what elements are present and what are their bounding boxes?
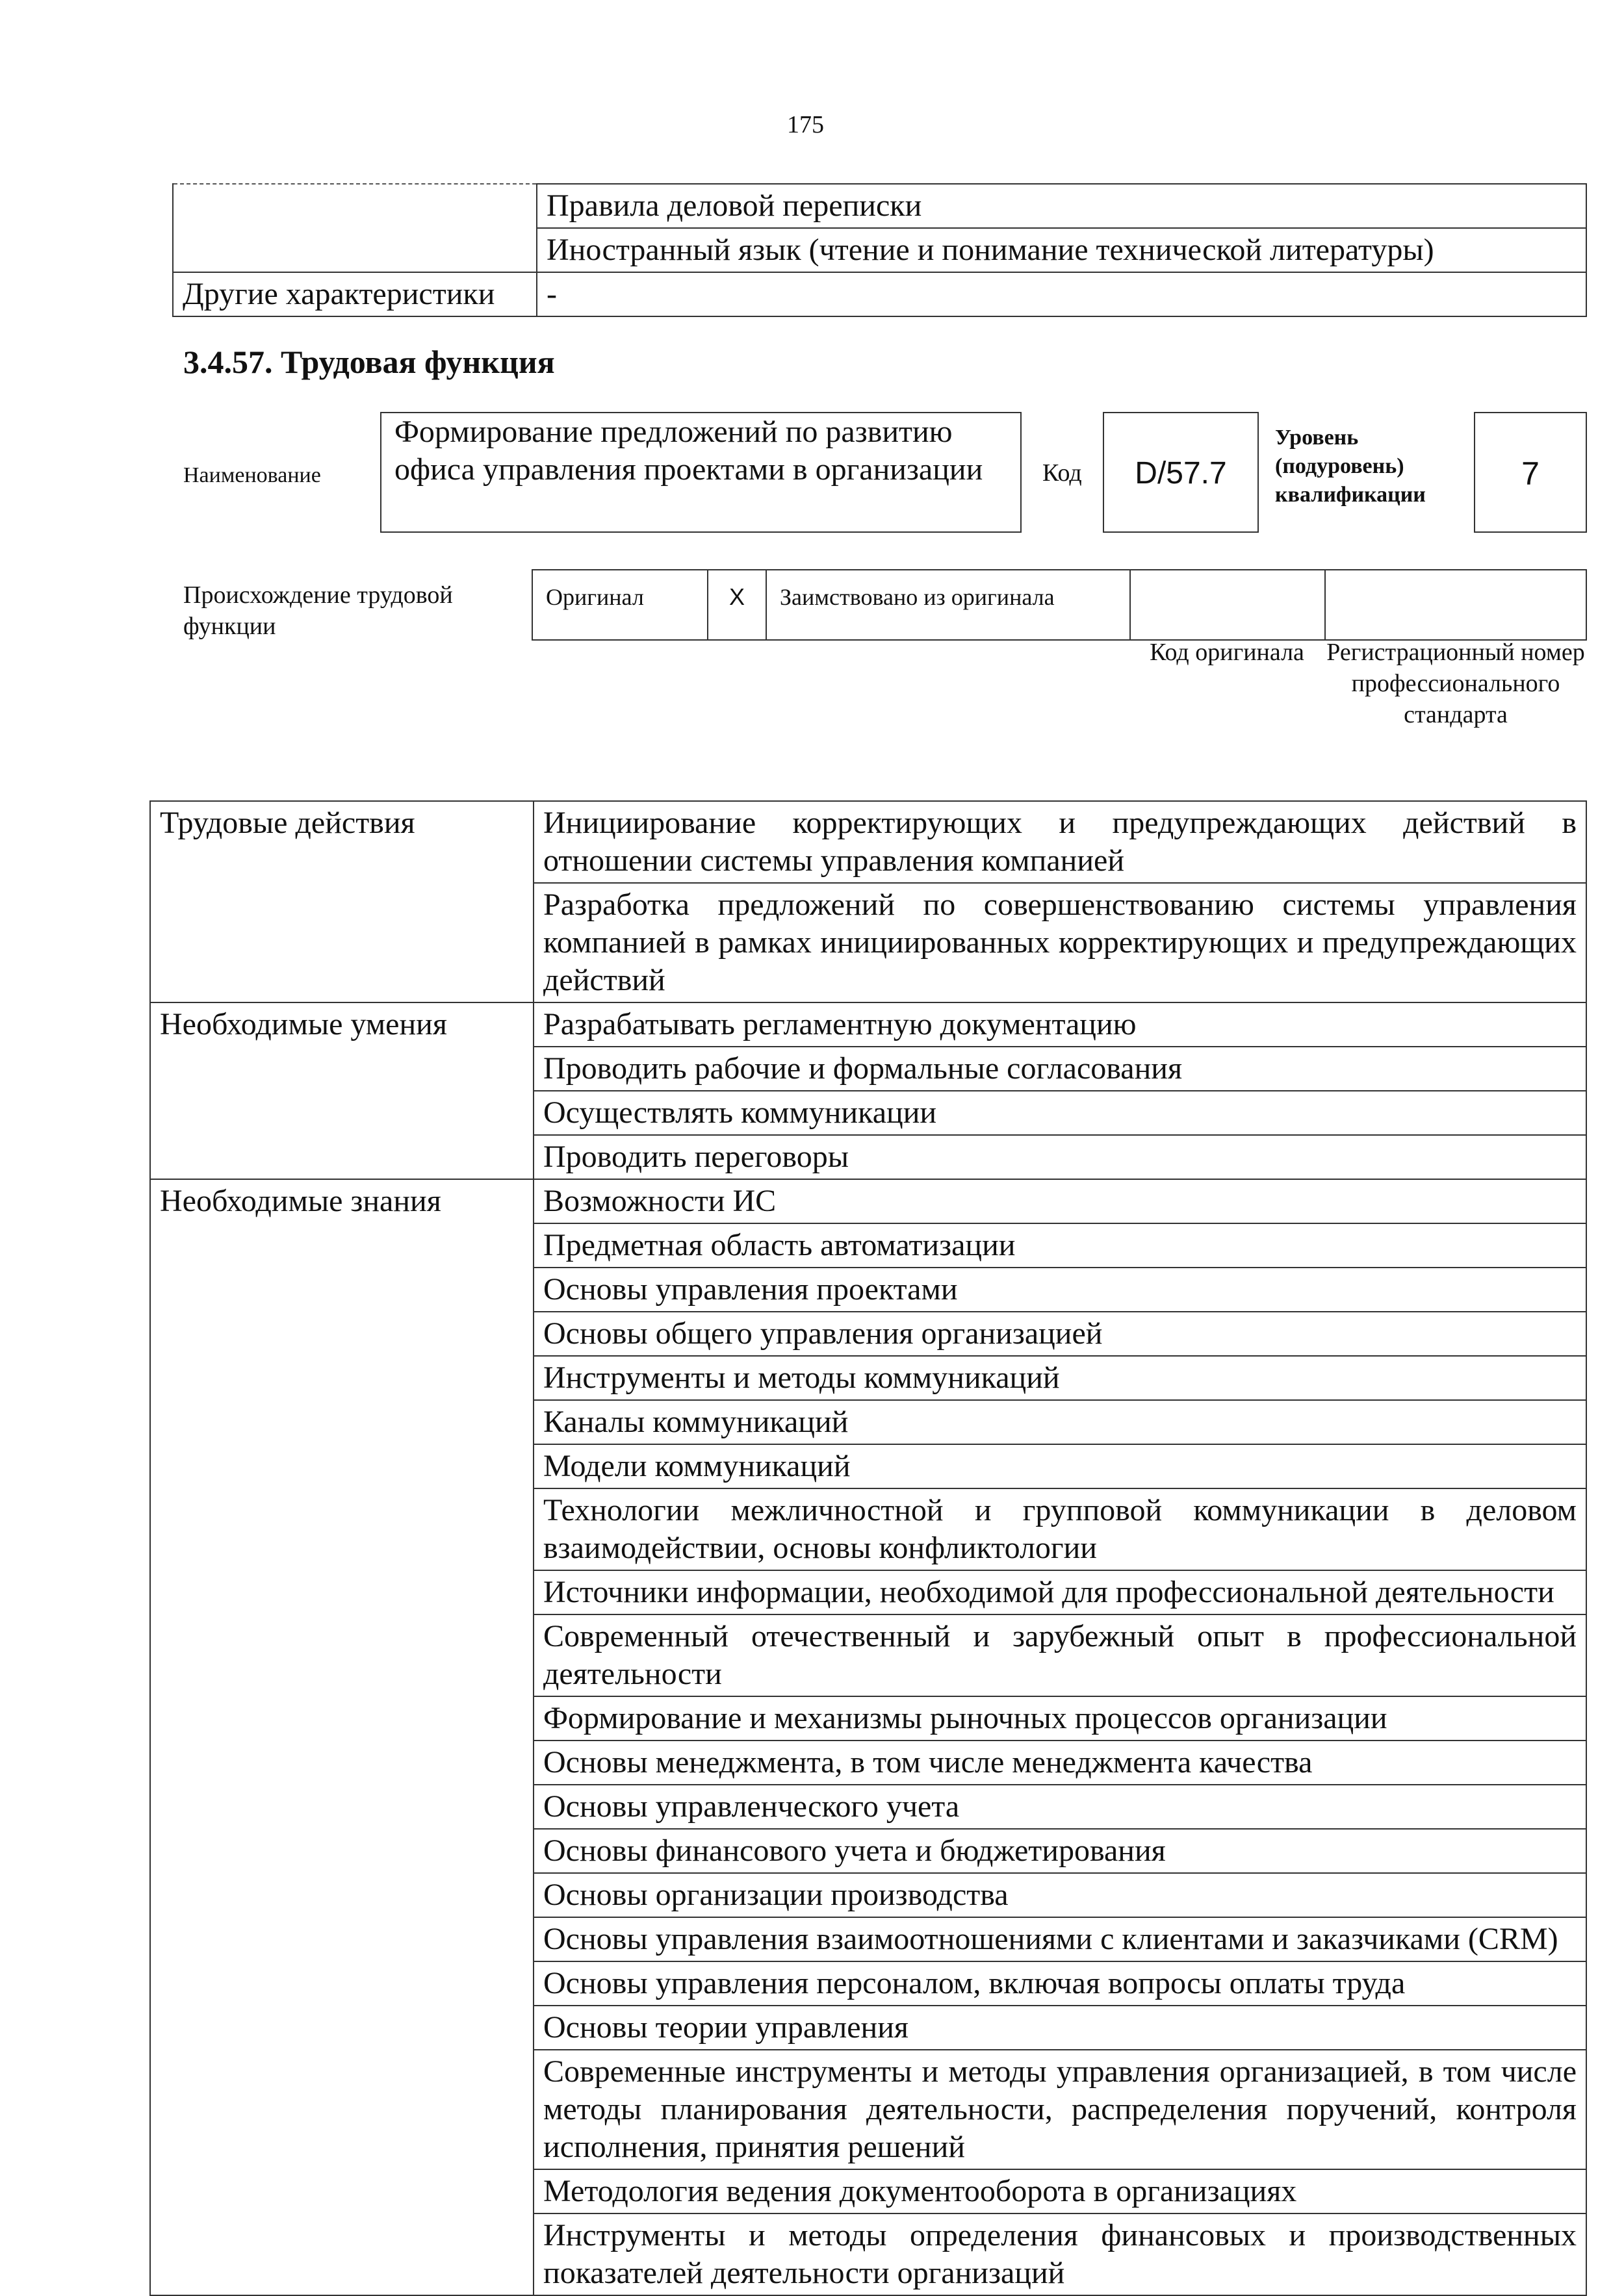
main-table (149, 800, 1587, 2296)
knowledge-item: Инструменты и методы определения финансовых и производственных показателей деятельности организаций (534, 2213, 1586, 2295)
section-title: 3.4.57. Трудовая функция (183, 344, 555, 380)
knowledge-item: Основы управленческого учета (534, 1785, 1586, 1829)
table-row (173, 184, 1586, 228)
labor-actions-label: Трудовые действия (150, 801, 534, 1002)
knowledge-item: Технологии межличностной и групповой коммуникации в деловом взаимодействии, основы конфликтологии (534, 1488, 1586, 1570)
skill-item: Осуществлять коммуникации (534, 1091, 1586, 1135)
knowledge-item: Основы управления персоналом, включая вопросы оплаты труда (534, 1961, 1586, 2006)
knowledge-item: Формирование и механизмы рыночных процессов организации (534, 1696, 1586, 1741)
table-row (173, 272, 1586, 316)
table-row (532, 570, 1586, 640)
knowledge-item: Современный отечественный и зарубежный опыт в профессиональной деятельности (534, 1614, 1586, 1696)
table-row (150, 1179, 1586, 1223)
table-row (173, 228, 1586, 272)
knowledge-item: Основы менеджмента, в том числе менеджмента качества (534, 1741, 1586, 1785)
row-label (173, 184, 537, 228)
knowledge-item: Предметная область автоматизации (534, 1223, 1586, 1268)
row-value: Правила деловой переписки (537, 184, 1586, 228)
skills-label: Необходимые умения (150, 1002, 534, 1179)
knowledge-item: Каналы коммуникаций (534, 1400, 1586, 1444)
origin-table (532, 569, 1587, 641)
knowledge-item: Источники информации, необходимой для профессиональной деятельности (534, 1570, 1586, 1614)
code-label: Код (1042, 459, 1082, 487)
row-label (173, 228, 537, 272)
reg-number-cell (1325, 570, 1586, 640)
page-number: 175 (787, 111, 824, 138)
knowledge-item: Методология ведения документооборота в организациях (534, 2169, 1586, 2213)
knowledge-item: Основы управления проектами (534, 1268, 1586, 1312)
code-original-caption: Код оригинала (1150, 639, 1304, 666)
knowledge-item: Возможности ИС (534, 1179, 1586, 1223)
knowledge-item: Основы общего управления организацией (534, 1312, 1586, 1356)
knowledge-item: Основы финансового учета и бюджетирования (534, 1829, 1586, 1873)
code-original-cell (1130, 570, 1325, 640)
knowledge-item: Модели коммуникаций (534, 1444, 1586, 1488)
knowledge-item: Основы теории управления (534, 2006, 1586, 2050)
code-box (1103, 412, 1259, 533)
labor-action-item: Разработка предложений по совершенствованию системы управления компанией в рамках инициированных корректирующих и предупреждающих действий (534, 883, 1586, 1002)
row-value: Иностранный язык (чтение и понимание технической литературы) (537, 228, 1586, 272)
knowledge-item: Основы организации производства (534, 1873, 1586, 1917)
skill-item: Проводить рабочие и формальные согласования (534, 1047, 1586, 1091)
code-value: D/57.7 (1135, 456, 1227, 491)
name-label: Наименование (183, 463, 321, 487)
level-value: 7 (1521, 455, 1540, 492)
knowledge-item: Инструменты и методы коммуникаций (534, 1356, 1586, 1400)
skill-item: Разрабатывать регламентную документацию (534, 1002, 1586, 1047)
table-row (150, 1002, 1586, 1047)
name-value: Формирование предложений по развитию офиса управления проектами в организации (394, 415, 983, 487)
original-cell: Оригинал (532, 570, 708, 640)
knowledge-item: Основы управления взаимоотношениями с клиентами и заказчиками (CRM) (534, 1917, 1586, 1961)
origin-label: Происхождение трудовой функции (183, 581, 453, 640)
top-table (172, 183, 1587, 317)
original-mark: X (708, 570, 766, 640)
table-row (150, 801, 1586, 883)
row-value-other: - (537, 272, 1586, 316)
level-label: Уровень (подуровень) квалификации (1275, 426, 1426, 507)
level-box (1474, 412, 1587, 533)
row-label-other: Другие характеристики (173, 272, 537, 316)
labor-action-item: Инициирование корректирующих и предупреждающих действий в отношении системы управления компанией (534, 801, 1586, 883)
skill-item: Проводить переговоры (534, 1135, 1586, 1179)
knowledge-item: Современные инструменты и методы управления организацией, в том числе методы планирования деятельности, распределения поручений, контроля исполнения, принятия решений (534, 2050, 1586, 2169)
name-box (380, 412, 1022, 533)
borrowed-cell: Заимствовано из оригинала (766, 570, 1130, 640)
knowledge-label: Необходимые знания (150, 1179, 534, 2295)
reg-number-caption: Регистрационный номер профессионального стандарта (1326, 639, 1585, 728)
